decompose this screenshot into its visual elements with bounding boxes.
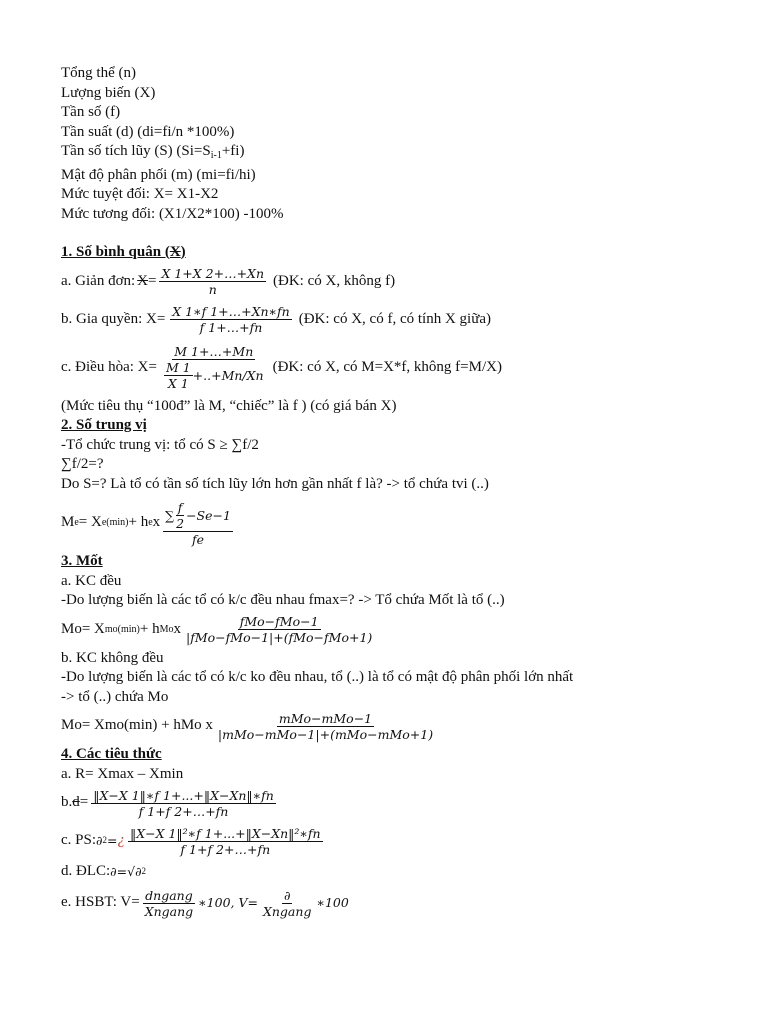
formula-coefficient-variation xyxy=(61,884,741,922)
intro-line: Tần số (f) xyxy=(61,104,121,120)
numerator: ‖X−X 1‖²∗f 1+...+‖X−Xn‖²∗fn xyxy=(129,825,321,841)
formula-harmonic-mean xyxy=(61,339,741,397)
subscript: e xyxy=(148,517,153,529)
text-line: -Tổ chức trung vị: tổ có S ≥ ∑f/2 xyxy=(61,436,259,453)
denominator: Xngang xyxy=(262,903,312,919)
fraction xyxy=(159,266,266,297)
text-line: ∑f/2=? xyxy=(61,456,104,472)
formula-label: d. ĐLC: xyxy=(61,863,111,880)
fraction xyxy=(91,788,276,819)
intro-cumulative-text: Tần số tích lũy (S) (Si=S xyxy=(61,143,211,159)
fraction xyxy=(170,304,291,335)
heading-strike: X xyxy=(169,244,181,260)
section-2-heading: 2. Số trung vị xyxy=(61,417,147,433)
fraction xyxy=(216,711,435,742)
fraction xyxy=(261,888,313,919)
nested-numerator: f xyxy=(177,499,183,515)
text-line: b. KC không đều xyxy=(61,649,164,666)
text-line: -Do lượng biến là các tổ có k/c đều nhau fmax=? -> Tổ chứa Mốt là tổ (..) xyxy=(61,592,505,608)
formula-text: = X xyxy=(78,514,102,531)
formula-label: e. HSBT: V= xyxy=(61,894,140,911)
formula-strike-symbol: d xyxy=(72,794,80,811)
nested-denominator: X 1 xyxy=(167,376,189,391)
denominator: f 1+f 2+…+fn xyxy=(138,803,229,819)
fraction xyxy=(128,826,323,857)
intro-line: Tổng thể (n) xyxy=(61,65,136,81)
section-3-heading: 3. Mốt xyxy=(61,553,103,569)
numerator: ‖X−X 1‖∗f 1+...+‖X−Xn‖∗fn xyxy=(93,787,274,803)
heading-text-end: ) xyxy=(180,244,186,260)
spacer xyxy=(61,224,741,243)
equals-sign: = xyxy=(148,272,157,289)
text-line: -> tổ (..) chứa Mo xyxy=(61,688,169,705)
equals-sign: = xyxy=(79,794,89,811)
denominator: f 1+…+fn xyxy=(199,320,263,335)
intro-line: Lượng biến (X) xyxy=(61,84,156,101)
intro-line: Mức tương đối: (X1/X2*100) -100% xyxy=(61,205,284,222)
text-line: Do S=? Là tổ có tần số tích lũy lớn hơn gần nhất f là? -> tổ chứa tvi (..) xyxy=(61,475,489,492)
fraction xyxy=(143,888,195,919)
intro-line: Mức tuyệt đối: X= X1-X2 xyxy=(61,186,219,202)
formula-expression: ∂=√∂ xyxy=(110,864,142,880)
nested-fraction xyxy=(164,360,193,391)
denominator: |mMo−mMo−1|+(mMo−mMo+1) xyxy=(217,726,434,742)
denominator-tail: +..+Mn/Xn xyxy=(192,368,264,383)
denominator xyxy=(162,360,266,391)
subscript: mo(min) xyxy=(104,623,140,635)
text-line: -Do lượng biến là các tổ có k/c ko đều nhau, tổ (..) là tổ có mật độ phân phối lớn nhất xyxy=(61,669,574,685)
condition-note: (ĐK: có X, có M=X*f, không f=M/X) xyxy=(272,358,502,375)
document-page xyxy=(61,64,741,922)
formula-text: x xyxy=(173,620,182,637)
fraction xyxy=(163,500,233,547)
delta-symbol: ∂ xyxy=(96,833,103,849)
denominator: fe xyxy=(192,531,205,547)
formula-text: x xyxy=(152,514,161,531)
formula-label: b. xyxy=(61,794,73,811)
numerator xyxy=(163,500,233,532)
formula-mean-deviation xyxy=(61,784,741,822)
formula-simple-mean xyxy=(61,263,741,301)
nested-fraction xyxy=(174,500,186,531)
numerator-tail: −Se−1 xyxy=(186,507,231,523)
section-1-heading xyxy=(61,243,741,263)
formula-variance xyxy=(61,822,741,860)
denominator: n xyxy=(208,282,217,297)
numerator: fMo−fMo−1 xyxy=(239,614,319,629)
formula-label: c. Điều hòa: X= xyxy=(61,358,157,375)
text-line: a. KC đều xyxy=(61,572,122,589)
condition-note: (ĐK: có X, không f) xyxy=(273,272,396,289)
numerator: dngang xyxy=(145,887,193,903)
formula-text: ∗100, V= xyxy=(198,895,258,911)
numerator: X 1∗f 1+…+Xn∗fn xyxy=(172,304,290,319)
denominator: |fMo−fMo−1|+(fMo−fMo+1) xyxy=(186,630,373,645)
intro-line: Mật độ phân phối (m) (mi=fi/hi) xyxy=(61,166,256,183)
formula-mode-equal xyxy=(61,611,741,649)
formula-text: Mo= X xyxy=(61,620,105,637)
intro-cumulative-tail: +fi) xyxy=(221,143,245,159)
section-4-heading: 4. Các tiêu thức xyxy=(61,746,162,762)
numerator: X 1+X 2+…+Xn xyxy=(161,266,265,281)
subscript: e(min) xyxy=(101,517,129,529)
fraction xyxy=(184,614,374,645)
formula-label: c. PS: xyxy=(61,832,97,849)
formula-median xyxy=(61,494,741,552)
denominator: Xngang xyxy=(144,903,194,919)
formula-label: b. Gia quyền: X= xyxy=(61,310,166,327)
intro-cumulative-sub: i-1 xyxy=(210,150,222,161)
text-line: a. R= Xmax – Xmin xyxy=(61,765,184,782)
formula-text: + h xyxy=(128,514,149,531)
formula-label: a. Giản đơn: xyxy=(61,272,136,289)
formula-text: + h xyxy=(139,620,160,637)
note-line: (Mức tiêu thụ “100đ” là M, “chiếc” là f ) (có giá bán X) xyxy=(61,397,397,414)
nested-numerator: M 1 xyxy=(165,360,191,375)
sum-symbol: ∑ xyxy=(165,507,175,523)
formula-weighted-mean xyxy=(61,301,741,339)
formula-text: Mo= Xmo(min) + hMo x xyxy=(61,717,213,734)
render-artifact-glyph: ¿ xyxy=(117,832,125,849)
fraction xyxy=(162,344,266,391)
intro-line: Tần suất (d) (di=fi/n *100%) xyxy=(61,123,235,140)
intro-line-cumulative xyxy=(61,142,741,166)
numerator: mMo−mMo−1 xyxy=(278,710,373,726)
denominator: f 1+f 2+…+fn xyxy=(180,841,271,857)
formula-strike-symbol: X xyxy=(137,272,149,289)
superscript: 2 xyxy=(141,866,147,877)
nested-denominator: 2 xyxy=(176,515,185,531)
formula-text: ∗100 xyxy=(316,895,349,911)
subscript: Mo xyxy=(159,623,174,635)
formula-std-dev xyxy=(61,860,741,884)
formula-mode-unequal xyxy=(61,707,741,745)
superscript: 2 xyxy=(102,835,107,846)
subscript: e xyxy=(74,517,79,529)
heading-text: 1. Số bình quân ( xyxy=(61,244,170,260)
numerator: ∂ xyxy=(283,887,291,903)
condition-note: (ĐK: có X, có f, có tính X giữa) xyxy=(298,310,491,327)
formula-text: M xyxy=(61,514,75,531)
equals-sign: = xyxy=(106,833,118,849)
numerator: M 1+…+Mn xyxy=(174,344,254,359)
